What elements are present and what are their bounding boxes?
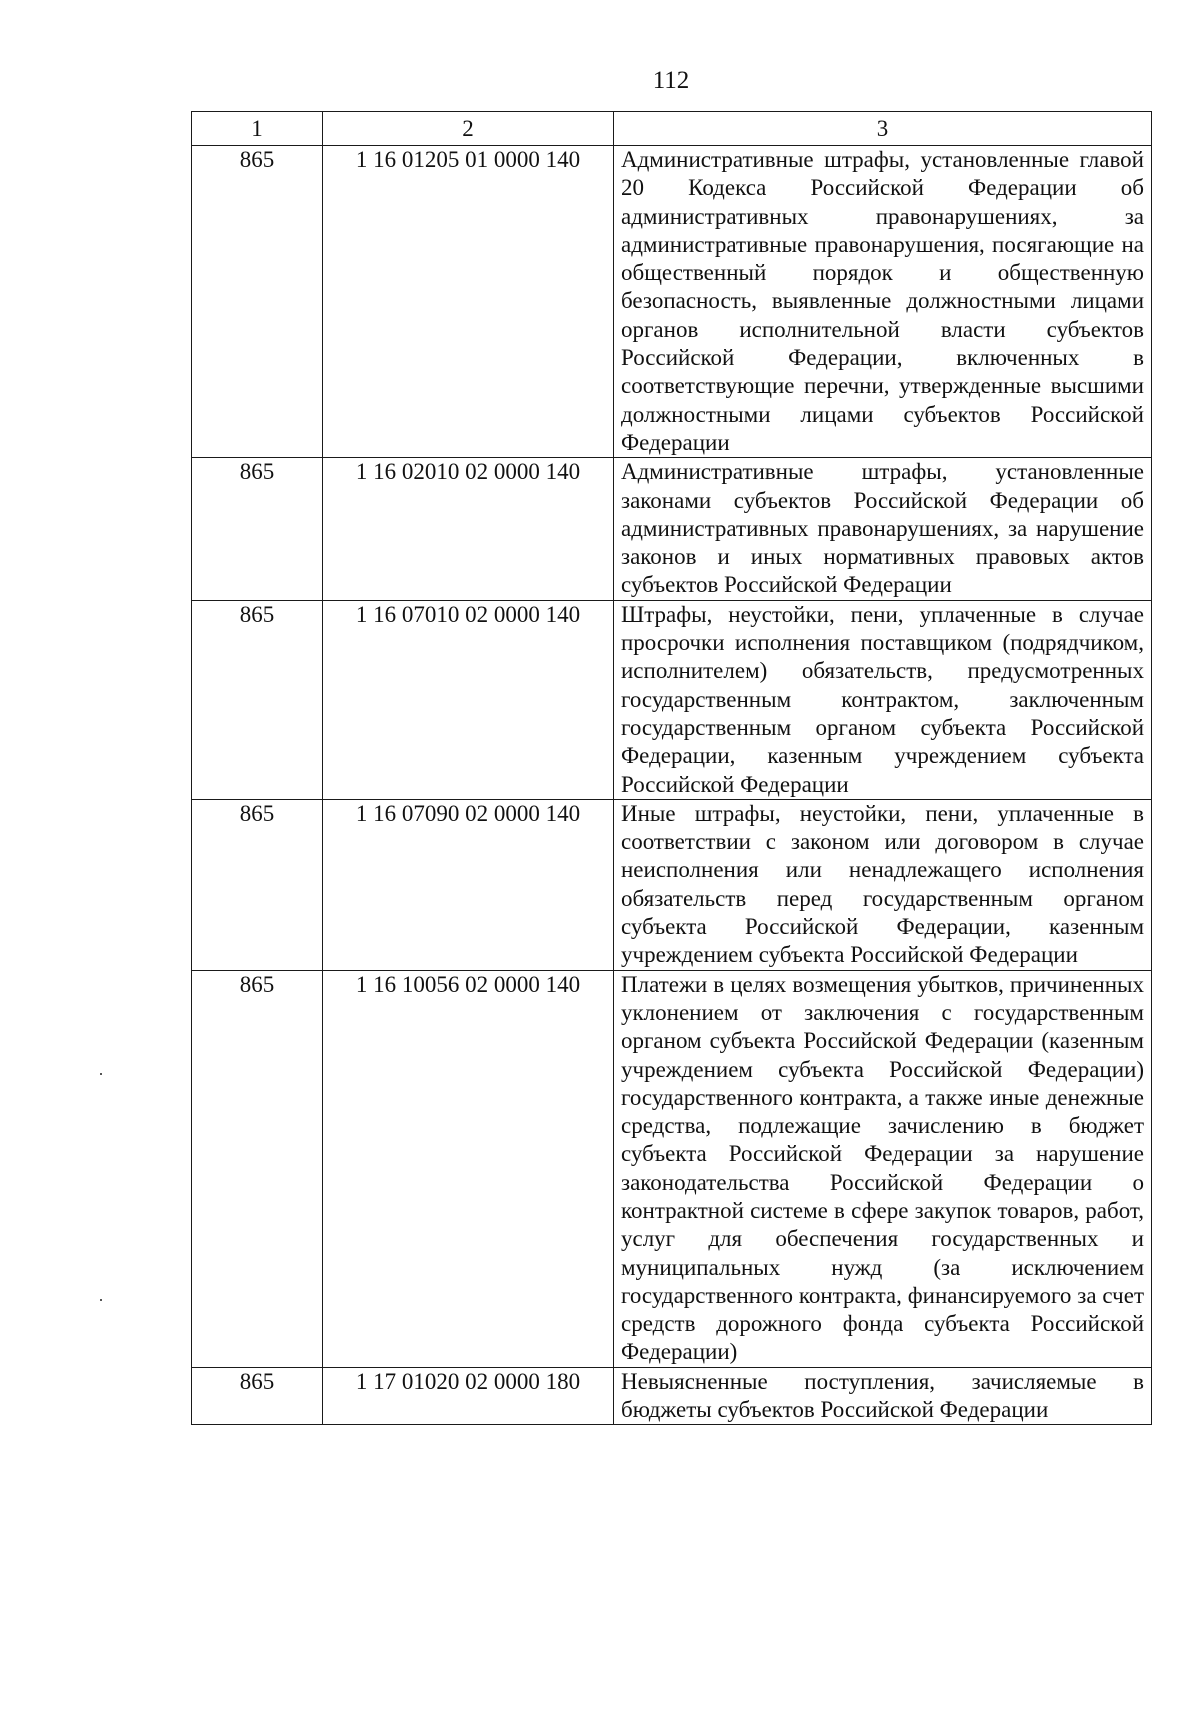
table-row bbox=[192, 458, 1152, 600]
revenue-description-cell: Штрафы, неустойки, пени, уплаченные в случае просрочки исполнения поставщиком (подрядчиком, исполнителем) обязательств, предусмотренных государственным контрактом, заключенным государственным органом субъекта Российской Федерации, казенным учреждением субъекта Российской Федерации bbox=[614, 600, 1152, 799]
admin-code-cell: 865 bbox=[192, 146, 323, 458]
revenue-description-cell: Административные штрафы, установленные главой 20 Кодекса Российской Федерации об административных правонарушениях, за административные правонарушения, посягающие на общественный порядок и общественную безопасность, выявленные должностными лицами органов исполнительной власти субъектов Российской Федерации, включенных в соответствующие перечни, утвержденные высшими должностными лицами субъектов Российской Федерации bbox=[614, 146, 1152, 458]
budget-classification-code-cell: 1 16 10056 02 0000 140 bbox=[323, 970, 614, 1367]
scan-speck bbox=[100, 1073, 102, 1075]
budget-classification-code-cell: 1 17 01020 02 0000 180 bbox=[323, 1367, 614, 1425]
admin-code-cell: 865 bbox=[192, 1367, 323, 1425]
column-header-1: 1 bbox=[192, 112, 323, 146]
budget-codes-table bbox=[191, 111, 1152, 1425]
revenue-description-cell: Платежи в целях возмещения убытков, причиненных уклонением от заключения с государственным органом субъекта Российской Федерации (казенным учреждением субъекта Российской Федерации) государственного контракта, а также иные денежные средства, подлежащие зачислению в бюджет субъекта Российской Федерации за нарушение законодательства Российской Федерации о контрактной системе в сфере закупок товаров, работ, услуг для обеспечения государственных и муниципальных нужд (за исключением государственного контракта, финансируемого за счет средств дорожного фонда субъекта Российской Федерации) bbox=[614, 970, 1152, 1367]
page-number: 112 bbox=[652, 67, 690, 94]
admin-code-cell: 865 bbox=[192, 600, 323, 799]
table-row bbox=[192, 146, 1152, 458]
revenue-description-cell: Иные штрафы, неустойки, пени, уплаченные в соответствии с законом или договором в случае неисполнения или ненадлежащего исполнения обязательств перед государственным органом субъекта Российской Федерации, казенным учреждением субъекта Российской Федерации bbox=[614, 799, 1152, 970]
scan-speck bbox=[100, 1299, 102, 1301]
table-header-row bbox=[192, 112, 1152, 146]
table-row bbox=[192, 600, 1152, 799]
budget-classification-code-cell: 1 16 07090 02 0000 140 bbox=[323, 799, 614, 970]
revenue-description-cell: Невыясненные поступления, зачисляемые в бюджеты субъектов Российской Федерации bbox=[614, 1367, 1152, 1425]
budget-classification-code-cell: 1 16 07010 02 0000 140 bbox=[323, 600, 614, 799]
column-header-2: 2 bbox=[323, 112, 614, 146]
column-header-3: 3 bbox=[614, 112, 1152, 146]
admin-code-cell: 865 bbox=[192, 458, 323, 600]
table-row bbox=[192, 799, 1152, 970]
revenue-description-cell: Административные штрафы, установленные законами субъектов Российской Федерации об административных правонарушениях, за нарушение законов и иных нормативных правовых актов субъектов Российской Федерации bbox=[614, 458, 1152, 600]
admin-code-cell: 865 bbox=[192, 799, 323, 970]
budget-classification-code-cell: 1 16 01205 01 0000 140 bbox=[323, 146, 614, 458]
table-row bbox=[192, 970, 1152, 1367]
budget-classification-code-cell: 1 16 02010 02 0000 140 bbox=[323, 458, 614, 600]
admin-code-cell: 865 bbox=[192, 970, 323, 1367]
table-row bbox=[192, 1367, 1152, 1425]
